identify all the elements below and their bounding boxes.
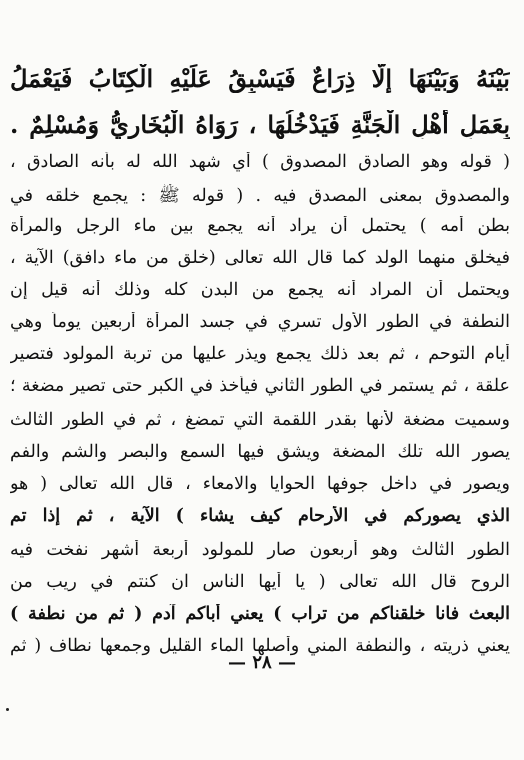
scan-speck xyxy=(6,708,9,711)
commentary-line: بطن أمه ) يحتمل أن يراد أنه يجمع بين ماء الرجل والمرأة xyxy=(10,216,510,236)
commentary-line: ويصور في داخل جوفها الحوايا والامعاء ، قال الله تعالى ( هو xyxy=(10,474,510,494)
commentary-line: والمصدوق بمعنى المصدق فيه . ( قوله ﷺ : يجمع خلقه في xyxy=(10,186,510,206)
commentary-line: الذي يصوركم في الأرحام كيف يشاء ) الآية ، ثم إذا تم xyxy=(10,506,510,526)
commentary-line: أيام التوحم ، ثم بعد ذلك يجمع ويذر عليها من تربة المولود فتصير xyxy=(10,344,510,364)
commentary-line: وسميت مضغة لأنها بقدر اللقمة التي تمضغ ، ثم في الطور الثالث xyxy=(10,410,510,430)
commentary-line: يعني ذريته ، والنطفة المني وأصلها الماء القليل وجمعها نطاف ( ثم xyxy=(10,636,510,656)
commentary-line: علقة ، ثم يستمر في الطور الثاني فيأخذ في الكبر حتى تصير مضغة ؛ xyxy=(10,376,510,396)
commentary-line: الطور الثالث وهو أربعون صار للمولود أربعة أشهر نفخت فيه xyxy=(10,540,510,560)
commentary-line: ( قوله وهو الصادق المصدوق ) أي شهد الله له بأنه الصادق ، xyxy=(10,152,510,172)
hadith-line: بِعَمَلِ أَهْلِ الْجَنَّةِ فَيَدْخُلُهَا ، رَوَاهُ الْبُخَارِيُّ وَمُسْلِمٌ . xyxy=(10,110,510,139)
commentary-line: البعث فانا خلقناكم من تراب ) يعني أباكم آدم ( ثم من نطفة ) xyxy=(10,604,510,624)
commentary-line: النطفة في الطور الأول تسري في جسد المرأة أربعين يوماً وهي xyxy=(10,312,510,332)
commentary-line: يصور الله تلك المضغة ويشق فيها السمع والبصر والشم والفم xyxy=(10,442,510,462)
commentary-line: الروح قال الله تعالى ( يا أيها الناس ان كنتم في ريب من xyxy=(10,572,510,592)
hadith-line: بَيْنَهُ وَبَيْنَهَا إِلَّا ذِرَاعٌ فَيَسْبِقُ عَلَيْهِ الْكِتَابُ فَيَعْمَلُ xyxy=(10,64,510,93)
commentary-line: فيخلق منهما الولد كما قال الله تعالى (خلق من ماء دافق) الآية ، xyxy=(10,248,510,268)
page-number: — ٢٨ — xyxy=(228,652,296,673)
commentary-line: ويحتمل أن المراد أنه يجمع من البدن كله وذلك أنه قيل إن xyxy=(10,280,510,300)
